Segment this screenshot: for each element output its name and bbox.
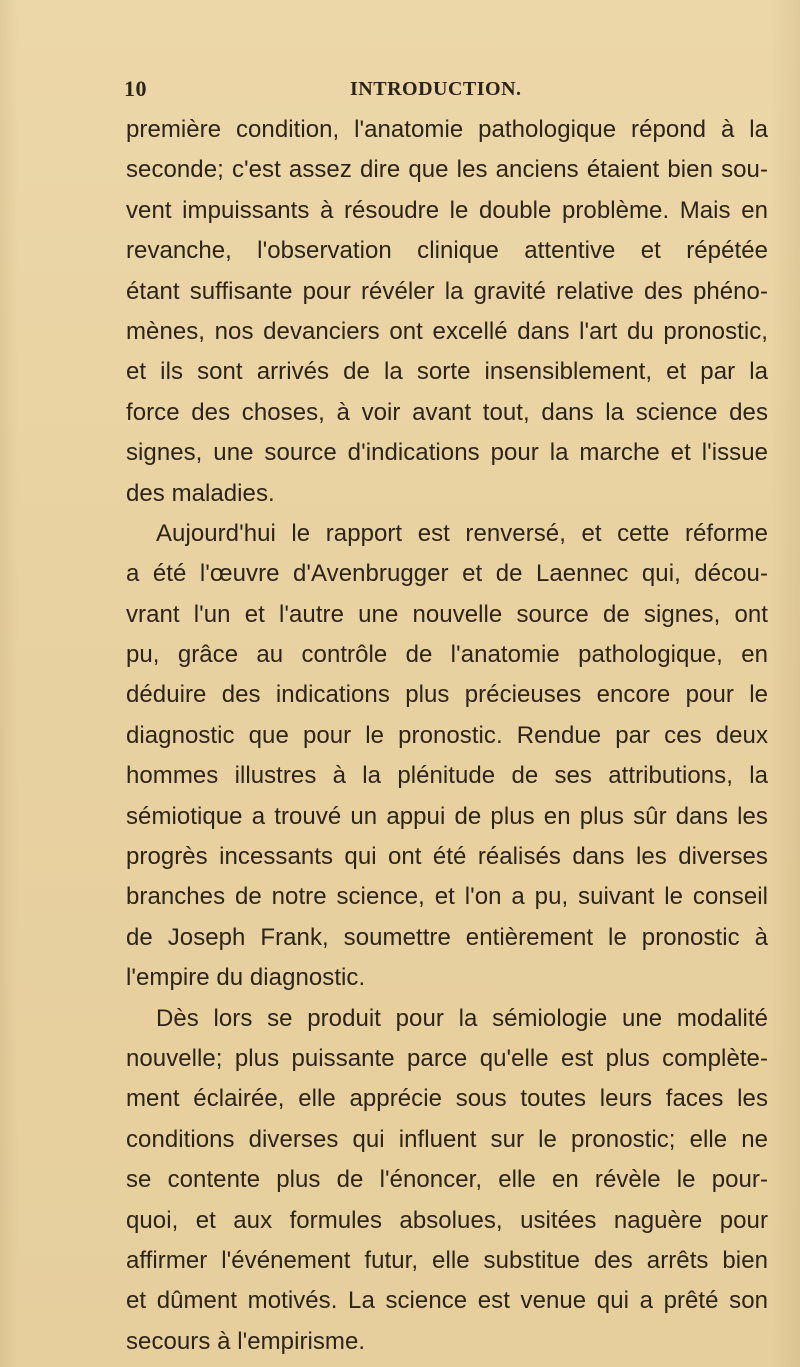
page-number: 10 [124,76,147,101]
body-text [126,110,768,1362]
text-line: secours à l'empirisme. [126,1327,366,1355]
text-line: et dûment motivés. La science est venue qui a prêté son [126,1287,768,1315]
text-line: quoi, et aux formules absolues, usitées naguère pour [126,1206,768,1234]
text-line: diagnostic que pour le pronostic. Rendue par ces deux [126,721,768,749]
text-line: première condition, l'anatomie pathologique répond à la [126,116,768,143]
text-line: force des choses, à voir avant tout, dans la science des [126,398,768,426]
text-line: mènes, nos devanciers ont excellé dans l'art du pronostic, [126,317,768,345]
text-line: conditions diverses qui influent sur le pronostic; elle ne [126,1125,768,1153]
text-line: revanche, l'observation clinique attentive et répétée [126,237,768,265]
text-line: affirmer l'événement futur, elle substitue des arrêts bien [126,1246,768,1274]
text-line: ment éclairée, elle apprécie sous toutes leurs faces les [126,1085,768,1113]
text-line: signes, une source d'indications pour la marche et l'issue [126,439,768,467]
text-line: déduire des indications plus précieuses encore pour le [126,681,768,709]
text-line: pu, grâce au contrôle de l'anatomie pathologique, en [126,641,768,669]
text-line: étant suffisante pour révéler la gravité relative des phéno- [126,277,768,305]
text-line: a été l'œuvre d'Avenbrugger et de Laennec qui, décou- [126,560,768,588]
running-head [124,76,766,108]
text-line: l'empire du diagnostic. [126,964,366,992]
text-line: de Joseph Frank, soumettre entièrement le pronostic à [126,923,768,951]
paragraph [126,999,768,1363]
text-line: se contente plus de l'énoncer, elle en révèle le pour- [126,1166,768,1194]
text-line: vrant l'un et l'autre une nouvelle source de signes, ont [126,600,768,628]
text-line: Dès lors se produit pour la sémiologie une modalité [156,1004,768,1032]
text-line: branches de notre science, et l'on a pu, suivant le conseil [126,883,768,911]
text-line: sémiotique a trouvé un appui de plus en plus sûr dans les [126,802,768,830]
text-line: et ils sont arrivés de la sorte insensiblement, et par la [126,358,768,386]
text-line: Aujourd'hui le rapport est renversé, et cette réforme [156,519,768,547]
text-line: seconde; c'est assez dire que les anciens étaient bien sou- [126,156,768,184]
text-line: hommes illustres à la plénitude de ses attributions, la [126,762,768,790]
paragraph [126,110,768,514]
text-line: progrès incessants qui ont été réalisés dans les diverses [126,843,768,871]
paragraph [126,514,768,999]
text-line: nouvelle; plus puissante parce qu'elle est plus complète- [126,1044,768,1072]
running-title: INTRODUCTION. [350,78,522,100]
text-line: des maladies. [126,479,275,507]
text-line: vent impuissants à résoudre le double problème. Mais en [126,196,768,224]
